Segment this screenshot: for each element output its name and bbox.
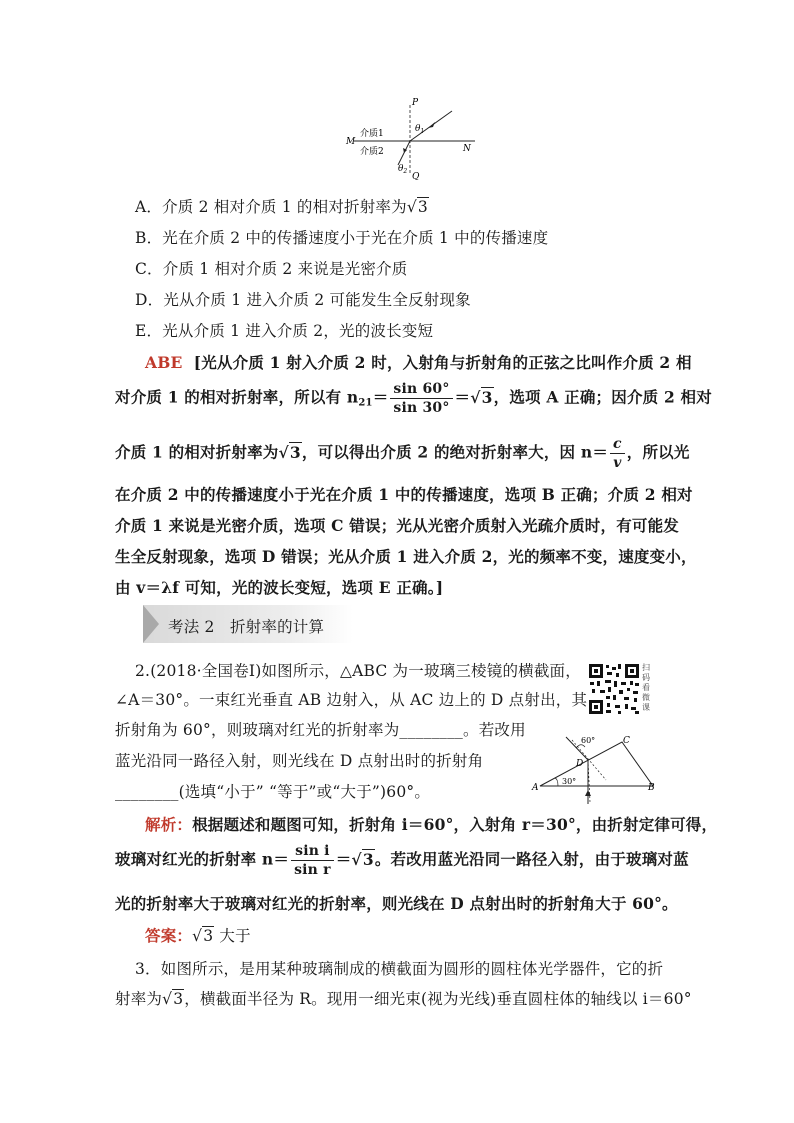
equals-sign-2: ＝ (454, 387, 471, 407)
q2-line-2: ∠A＝30°。一束红光垂直 AB 边射入，从 AC 边上的 D 点射出，其 (115, 691, 588, 709)
numerator: sin 60° (390, 380, 452, 399)
answer-text-3a: 介质 1 的相对折射率为 (115, 442, 279, 462)
solution-text-2b: 。若改用蓝光沿同一路径入射，由于玻璃对蓝 (374, 849, 689, 869)
equals-sign: ＝ (372, 387, 389, 407)
sqrt-symbol: √3 (470, 387, 493, 407)
answer-line-4: 在介质 2 中的传播速度小于光在介质 1 中的传播速度，选项 B 正确；介质 2 相对 (115, 485, 693, 504)
section-header (168, 615, 324, 637)
q3-text-2b: ，横截面半径为 R。现用一细光束(视为光线)垂直圆柱体的轴线以 i＝60° (184, 990, 692, 1008)
label-n: N (463, 144, 471, 154)
section-arrow-icon (143, 605, 159, 643)
solution-line-3: 光的折射率大于玻璃对红光的折射率，则光线在 D 点射出时的折射角大于 60°。 (115, 894, 678, 913)
radicand: 3 (362, 849, 374, 869)
angle-60-arc (576, 745, 585, 748)
answer-label: ABE (145, 353, 183, 372)
sqrt-symbol: √3 (351, 849, 374, 869)
denominator: sin r (294, 862, 331, 878)
q3-text-2a: 射率为 (115, 990, 163, 1008)
label-medium2: 介质2 (360, 147, 384, 157)
answer-text-3b: ，可以得出介质 2 的绝对折射率大，因 n＝ (301, 442, 609, 462)
qr-caption: 扫码看微课 (642, 663, 650, 712)
option-a-text: A．介质 2 相对介质 1 的相对折射率为 (135, 198, 407, 216)
answer-line-3 (115, 435, 690, 472)
label-theta1: $\theta_1$ (415, 124, 425, 135)
answer-text-2a: 对介质 1 的相对折射率，所以有 n (115, 387, 359, 407)
q3-line-1: 3．如图所示，是用某种玻璃制成的横截面为圆形的圆柱体光学器件，它的折 (135, 960, 664, 978)
option-a-radicand: 3 (417, 198, 428, 216)
label-30: 30° (562, 777, 577, 786)
sqrt-symbol: √3 (278, 442, 301, 462)
radicand: 3 (289, 442, 301, 462)
q2-line-1: 2.(2018·全国卷Ⅰ)如图所示，△ABC 为一玻璃三棱镜的横截面， (135, 662, 581, 680)
figure-1-interface-diagram (340, 95, 480, 180)
label-b: B (648, 783, 655, 793)
label-theta2: $\theta_2$ (398, 164, 408, 175)
denominator: v (613, 455, 622, 471)
answer-line-6: 生全反射现象，选项 D 错误；光从介质 1 进入介质 2，光的频率不变，速度变小， (115, 547, 697, 566)
label-m: M (346, 137, 356, 147)
radicand: 3 (203, 927, 214, 945)
q2-line-4: 蓝光沿同一路径入射，则光线在 D 点射出时的折射角 (115, 752, 484, 770)
ray-up-arrow-icon (585, 790, 591, 796)
section-title: 折射率的计算 (229, 618, 325, 636)
sqrt-symbol: √3 (192, 927, 214, 945)
option-a (135, 195, 429, 217)
q2-line-5: ________(选填“小于” “等于”或“大于”)60°。 (115, 783, 431, 801)
denominator: sin 30° (393, 400, 450, 416)
answer-text-3c: ，所以光 (626, 442, 690, 462)
sqrt-symbol: √3 (162, 990, 184, 1008)
option-c: C．介质 1 相对介质 2 来说是光密介质 (135, 260, 408, 278)
answer-rest: 大于 (214, 927, 251, 945)
answer-line-5: 介质 1 来说是光密介质，选项 C 错误；光从光密介质射入光疏介质时，有可能发 (115, 516, 680, 535)
solution-line-2 (115, 842, 689, 879)
qr-code-icon[interactable] (588, 663, 640, 715)
figure-2-prism-diagram (528, 730, 663, 805)
angle-30-arc (555, 778, 558, 786)
radicand: 3 (481, 387, 493, 407)
numerator: c (610, 435, 625, 454)
solution-line-1 (145, 813, 717, 835)
answer-line-1 (145, 351, 692, 373)
label-a: A (532, 783, 539, 793)
label-p: P (412, 98, 419, 108)
label-medium1: 介质1 (360, 129, 384, 139)
subscript-21: 21 (358, 397, 373, 409)
label-c: C (623, 736, 630, 746)
fraction-sini-sinr (291, 842, 334, 879)
answer-text-1: [光从介质 1 射入介质 2 时，入射角与折射角的正弦之比叫作介质 2 相 (193, 353, 692, 372)
solution-label: 解析： (145, 815, 193, 834)
option-e: E．光从介质 1 进入介质 2，光的波长变短 (135, 322, 434, 340)
answer-text-2b: ，选项 A 正确；因介质 2 相对 (493, 387, 712, 407)
option-b: B．光在介质 2 中的传播速度小于光在介质 1 中的传播速度 (135, 229, 549, 247)
solution-text-2a: 玻璃对红光的折射率 n＝ (115, 849, 290, 869)
equals-sign: ＝ (335, 849, 352, 869)
q3-line-2 (115, 987, 692, 1009)
radicand: 3 (173, 990, 184, 1008)
option-d: D．光从介质 1 进入介质 2 可能发生全反射现象 (135, 291, 471, 309)
answer-label-2: 答案： (145, 926, 193, 945)
answer-line-7: 由 v＝λf 可知，光的波长变短，选项 E 正确。] (115, 578, 444, 597)
label-q: Q (412, 172, 420, 180)
sqrt-symbol: √3 (406, 198, 428, 216)
label-d: D (576, 759, 584, 769)
q2-line-3: 折射角为 60°，则玻璃对红光的折射率为________。若改用 (115, 721, 526, 739)
fraction-sin60-sin30 (390, 380, 452, 417)
fraction-c-v (610, 435, 625, 472)
answer-line-2 (115, 380, 712, 417)
label-60: 60° (581, 736, 596, 745)
solution-text-1: 根据题述和题图可知，折射角 i＝60°，入射角 r＝30°，由折射定律可得， (192, 815, 718, 834)
numerator: sin i (291, 842, 334, 861)
answer-row (145, 924, 251, 946)
section-label: 考法 2 (168, 618, 215, 636)
